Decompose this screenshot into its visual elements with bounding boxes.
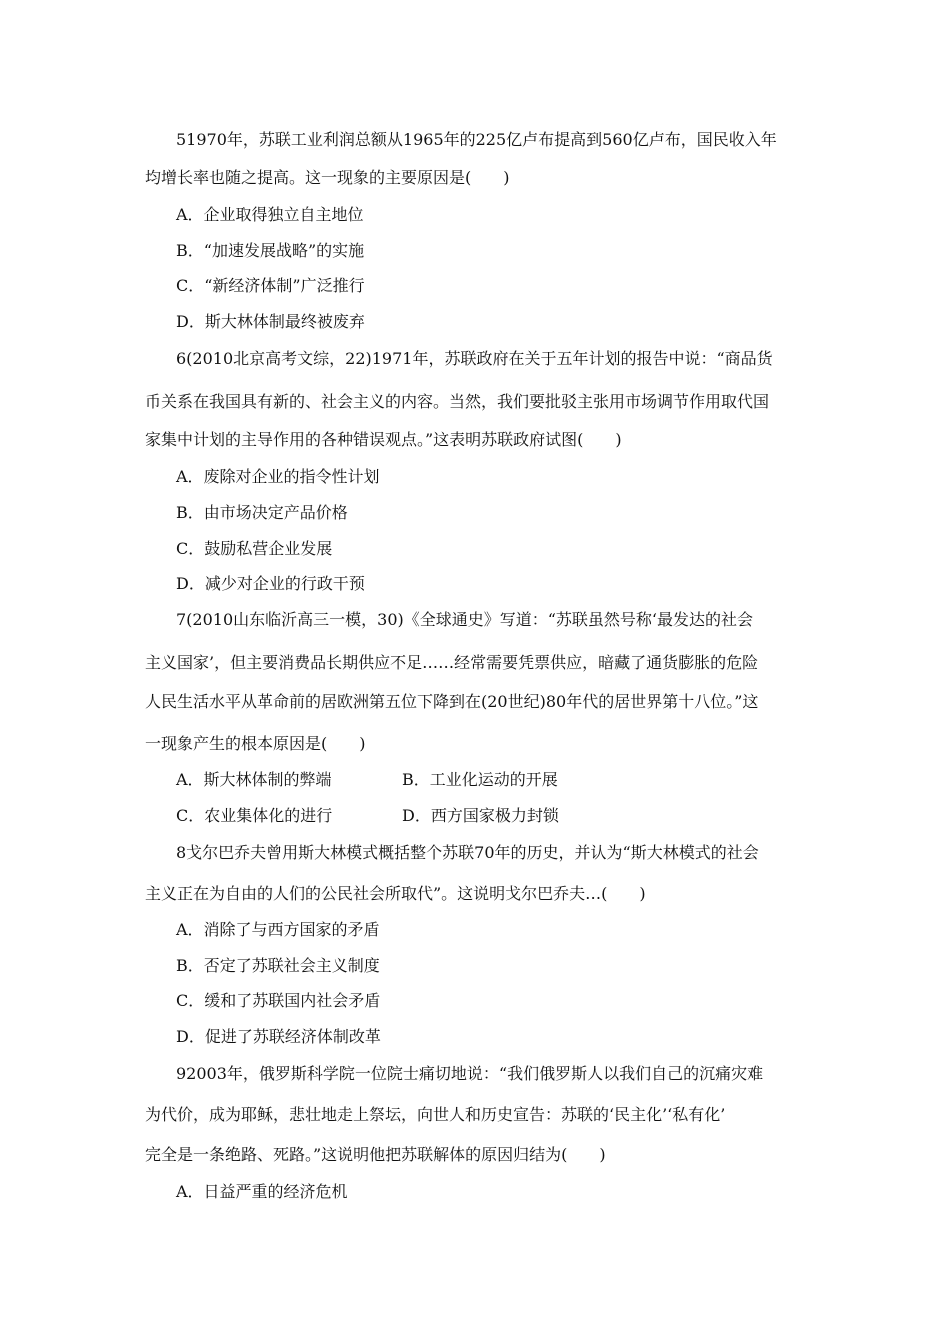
question-7-line-4: 一现象产生的根本原因是( ): [145, 734, 366, 753]
question-8-option-a: A．消除了与西方国家的矛盾: [176, 920, 380, 939]
question-5-line-1: 51970年，苏联工业利润总额从1965年的225亿卢布提高到560亿卢布，国民收入年: [176, 130, 777, 149]
question-7-option-c: C．农业集体化的进行: [176, 806, 333, 825]
question-7-line-2: 主义国家’，但主要消费品长期供应不足……经常需要凭票供应，暗藏了通货膨胀的危险: [145, 653, 759, 672]
question-7-line-1: 7(2010山东临沂高三一模，30)《全球通史》写道：“苏联虽然号称‘最发达的社会: [176, 610, 754, 629]
question-6-option-a: A．废除对企业的指令性计划: [176, 467, 380, 486]
question-7-line-3: 人民生活水平从革命前的居欧洲第五位下降到在(20世纪)80年代的居世界第十八位。”这: [145, 692, 759, 711]
question-7-option-d: D．西方国家极力封锁: [402, 806, 559, 825]
question-7-option-a: A．斯大林体制的弊端: [176, 770, 332, 789]
question-7-option-b: B．工业化运动的开展: [402, 770, 558, 789]
question-6-line-1: 6(2010北京高考文综，22)1971年，苏联政府在关于五年计划的报告中说：“商品货: [176, 349, 773, 368]
question-8-line-1: 8戈尔巴乔夫曾用斯大林模式概括整个苏联70年的历史，并认为“斯大林模式的社会: [176, 843, 759, 862]
question-6-line-2: 币关系在我国具有新的、社会主义的内容。当然，我们要批驳主张用市场调节作用取代国: [145, 392, 770, 411]
question-8-option-d: D．促进了苏联经济体制改革: [176, 1027, 381, 1046]
question-9-line-2: 为代价，成为耶稣，悲壮地走上祭坛，向世人和历史宣告：苏联的‘民主化’‘私有化’: [145, 1105, 726, 1124]
question-9-option-a: A．日益严重的经济危机: [176, 1182, 348, 1201]
question-6-line-3: 家集中计划的主导作用的各种错误观点。”这表明苏联政府试图( ): [145, 430, 622, 449]
question-6-option-b: B．由市场决定产品价格: [176, 503, 348, 522]
question-5-option-b: B．“加速发展战略”的实施: [176, 241, 365, 260]
question-6-option-c: C．鼓励私营企业发展: [176, 539, 333, 558]
question-9-line-1: 92003年，俄罗斯科学院一位院士痛切地说：“我们俄罗斯人以我们自己的沉痛灾难: [176, 1064, 764, 1083]
question-5-line-2: 均增长率也随之提高。这一现象的主要原因是( ): [145, 168, 510, 187]
question-8-option-c: C．缓和了苏联国内社会矛盾: [176, 991, 381, 1010]
question-5-option-c: C．“新经济体制”广泛推行: [176, 276, 365, 295]
question-6-option-d: D．减少对企业的行政干预: [176, 574, 365, 593]
question-5-option-a: A．企业取得独立自主地位: [176, 205, 364, 224]
question-8-line-2: 主义正在为自由的人们的公民社会所取代”。这说明戈尔巴乔夫…( ): [145, 884, 646, 903]
question-9-line-3: 完全是一条绝路、死路。”这说明他把苏联解体的原因归结为( ): [145, 1145, 606, 1164]
question-5-option-d: D．斯大林体制最终被废弃: [176, 312, 365, 331]
question-8-option-b: B．否定了苏联社会主义制度: [176, 956, 380, 975]
